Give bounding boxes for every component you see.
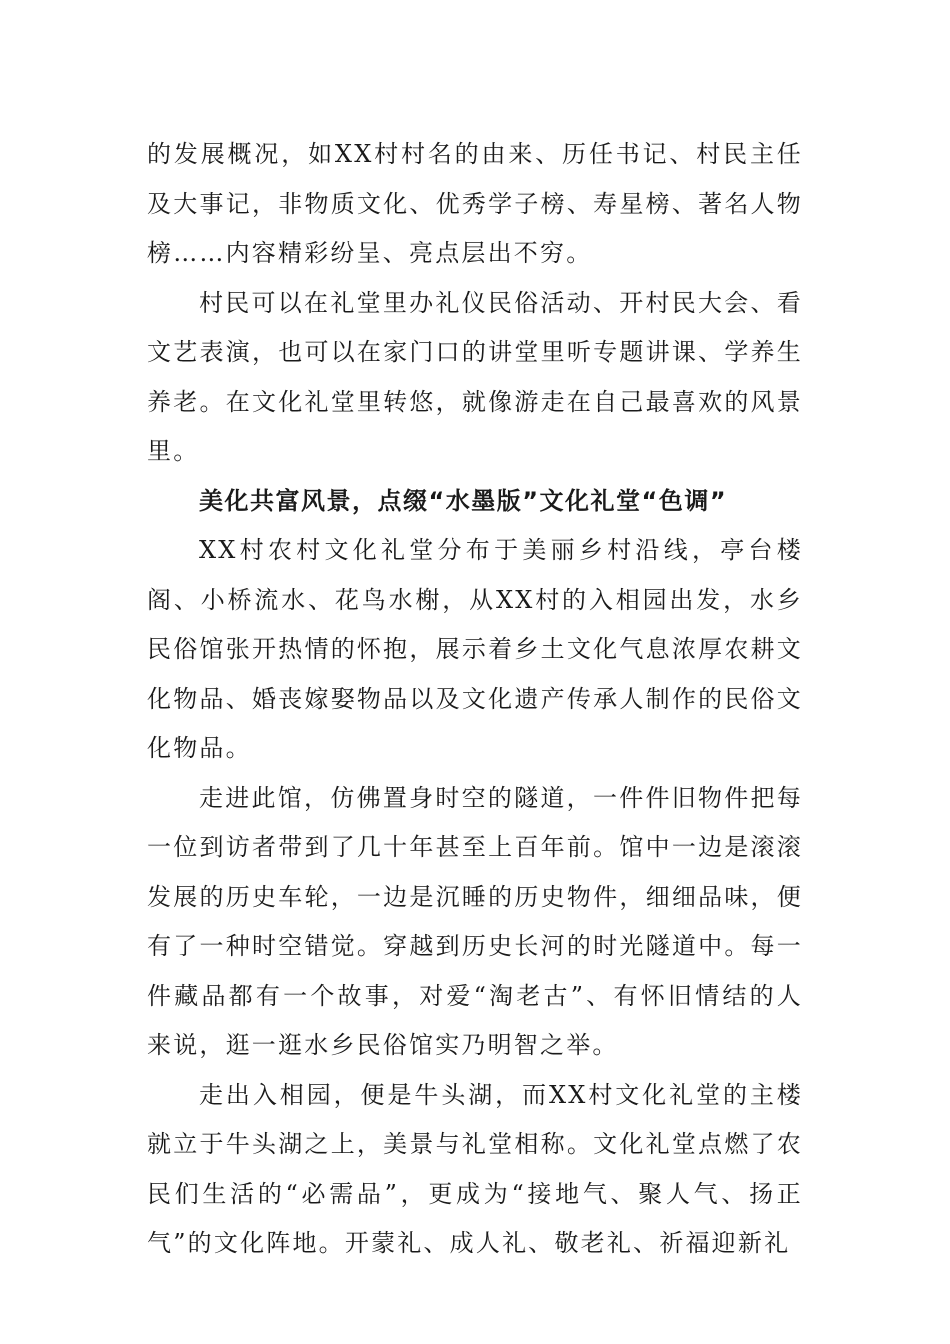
document-body	[147, 130, 803, 1269]
section-heading: 美化共富风景，点缀“水墨版”文化礼堂“色调”	[199, 486, 728, 515]
paragraph-1: 的发展概况，如XX村村名的由来、历任书记、村民主任及大事记，非物质文化、优秀学子榜、寿星榜、著名人物榜……内容精彩纷呈、亮点层出不穷。	[147, 140, 803, 267]
paragraph-3: XX村农村文化礼堂分布于美丽乡村沿线，亭台楼阁、小桥流水、花鸟水榭，从XX村的入相园出发，水乡民俗馆张开热情的怀抱，展示着乡土文化气息浓厚农耕文化物品、婚丧嫁娶物品以及文化遗产传承人制作的民俗文化物品。	[147, 536, 803, 762]
paragraph-5: 走出入相园，便是牛头湖，而XX村文化礼堂的主楼就立于牛头湖之上，美景与礼堂相称。文化礼堂点燃了农民们生活的“必需品”，更成为“接地气、聚人气、扬正气”的文化阵地。开蒙礼、成人礼、敬老礼、祈福迎新礼	[147, 1080, 803, 1257]
paragraph-2: 村民可以在礼堂里办礼仪民俗活动、开村民大会、看文艺表演，也可以在家门口的讲堂里听专题讲课、学养生养老。在文化礼堂里转悠，就像游走在自己最喜欢的风景里。	[147, 288, 803, 465]
paragraph-4: 走进此馆，仿佛置身时空的隧道，一件件旧物件把每一位到访者带到了几十年甚至上百年前。馆中一边是滚滚发展的历史车轮，一边是沉睡的历史物件，细细品味，便有了一种时空错觉。穿越到历史长河的时光隧道中。每一件藏品都有一个故事，对爱“淘老古”、有怀旧情结的人来说，逛一逛水乡民俗馆实乃明智之举。	[147, 783, 803, 1059]
